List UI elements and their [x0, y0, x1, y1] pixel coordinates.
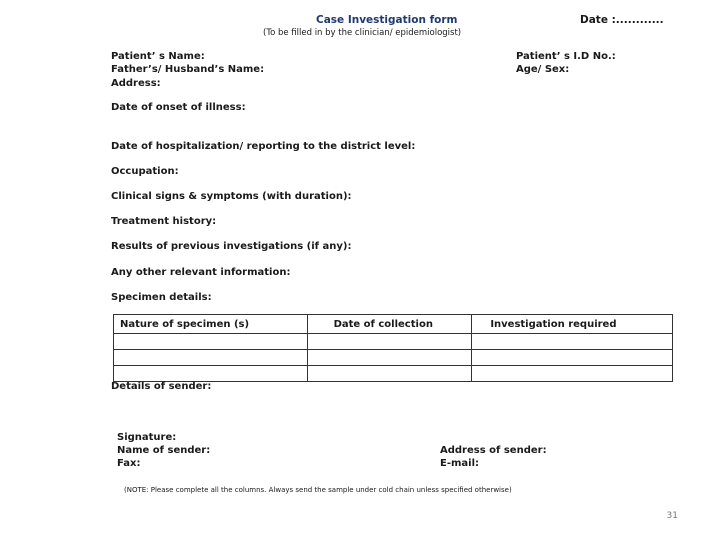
address-field[interactable]: Address: — [111, 78, 161, 89]
sender-name-field[interactable]: Name of sender: — [117, 445, 211, 456]
date-field[interactable]: Date :............ — [580, 14, 664, 26]
table-cell[interactable] — [472, 350, 673, 366]
column-header: Nature of specimen (s) — [114, 315, 308, 334]
table-cell[interactable] — [307, 366, 472, 382]
table-cell[interactable] — [307, 334, 472, 350]
form-subtitle: (To be filled in by the clinician/ epidemiologist) — [263, 28, 462, 38]
onset-date-field[interactable]: Date of onset of illness: — [111, 102, 246, 113]
previous-results-field[interactable]: Results of previous investigations (if any): — [111, 241, 352, 252]
other-info-field[interactable]: Any other relevant information: — [111, 267, 291, 278]
column-header: Investigation required — [472, 315, 673, 334]
age-sex-field[interactable]: Age/ Sex: — [516, 64, 570, 75]
form-title: Case Investigation form — [316, 14, 458, 26]
patient-name-field[interactable]: Patient’ s Name: — [111, 51, 205, 62]
email-field[interactable]: E-mail: — [440, 458, 480, 469]
table-row — [114, 334, 673, 350]
signature-field[interactable]: Signature: — [117, 432, 177, 443]
column-header: Date of collection — [307, 315, 472, 334]
father-husband-name-field[interactable]: Father’s/ Husband’s Name: — [111, 64, 265, 75]
table-cell[interactable] — [114, 334, 308, 350]
table-row — [114, 366, 673, 382]
table-cell[interactable] — [472, 334, 673, 350]
table-cell[interactable] — [472, 366, 673, 382]
table-cell[interactable] — [114, 366, 308, 382]
clinical-signs-field[interactable]: Clinical signs & symptoms (with duration): — [111, 191, 352, 202]
table-row — [114, 350, 673, 366]
specimen-table — [113, 314, 673, 382]
page-number: 31 — [666, 511, 678, 521]
patient-id-field[interactable]: Patient’ s I.D No.: — [516, 51, 616, 62]
sender-address-field[interactable]: Address of sender: — [440, 445, 547, 456]
form-note: (NOTE: Please complete all the columns. Always send the sample under cold chain unless specified otherwise) — [124, 486, 512, 494]
table-cell[interactable] — [307, 350, 472, 366]
treatment-history-field[interactable]: Treatment history: — [111, 216, 217, 227]
specimen-details-label: Specimen details: — [111, 292, 212, 303]
hospitalization-date-field[interactable]: Date of hospitalization/ reporting to the district level: — [111, 141, 416, 152]
occupation-field[interactable]: Occupation: — [111, 166, 179, 177]
table-cell[interactable] — [114, 350, 308, 366]
fax-field[interactable]: Fax: — [117, 458, 141, 469]
sender-details-label: Details of sender: — [111, 381, 212, 392]
table-header-row — [114, 315, 673, 334]
